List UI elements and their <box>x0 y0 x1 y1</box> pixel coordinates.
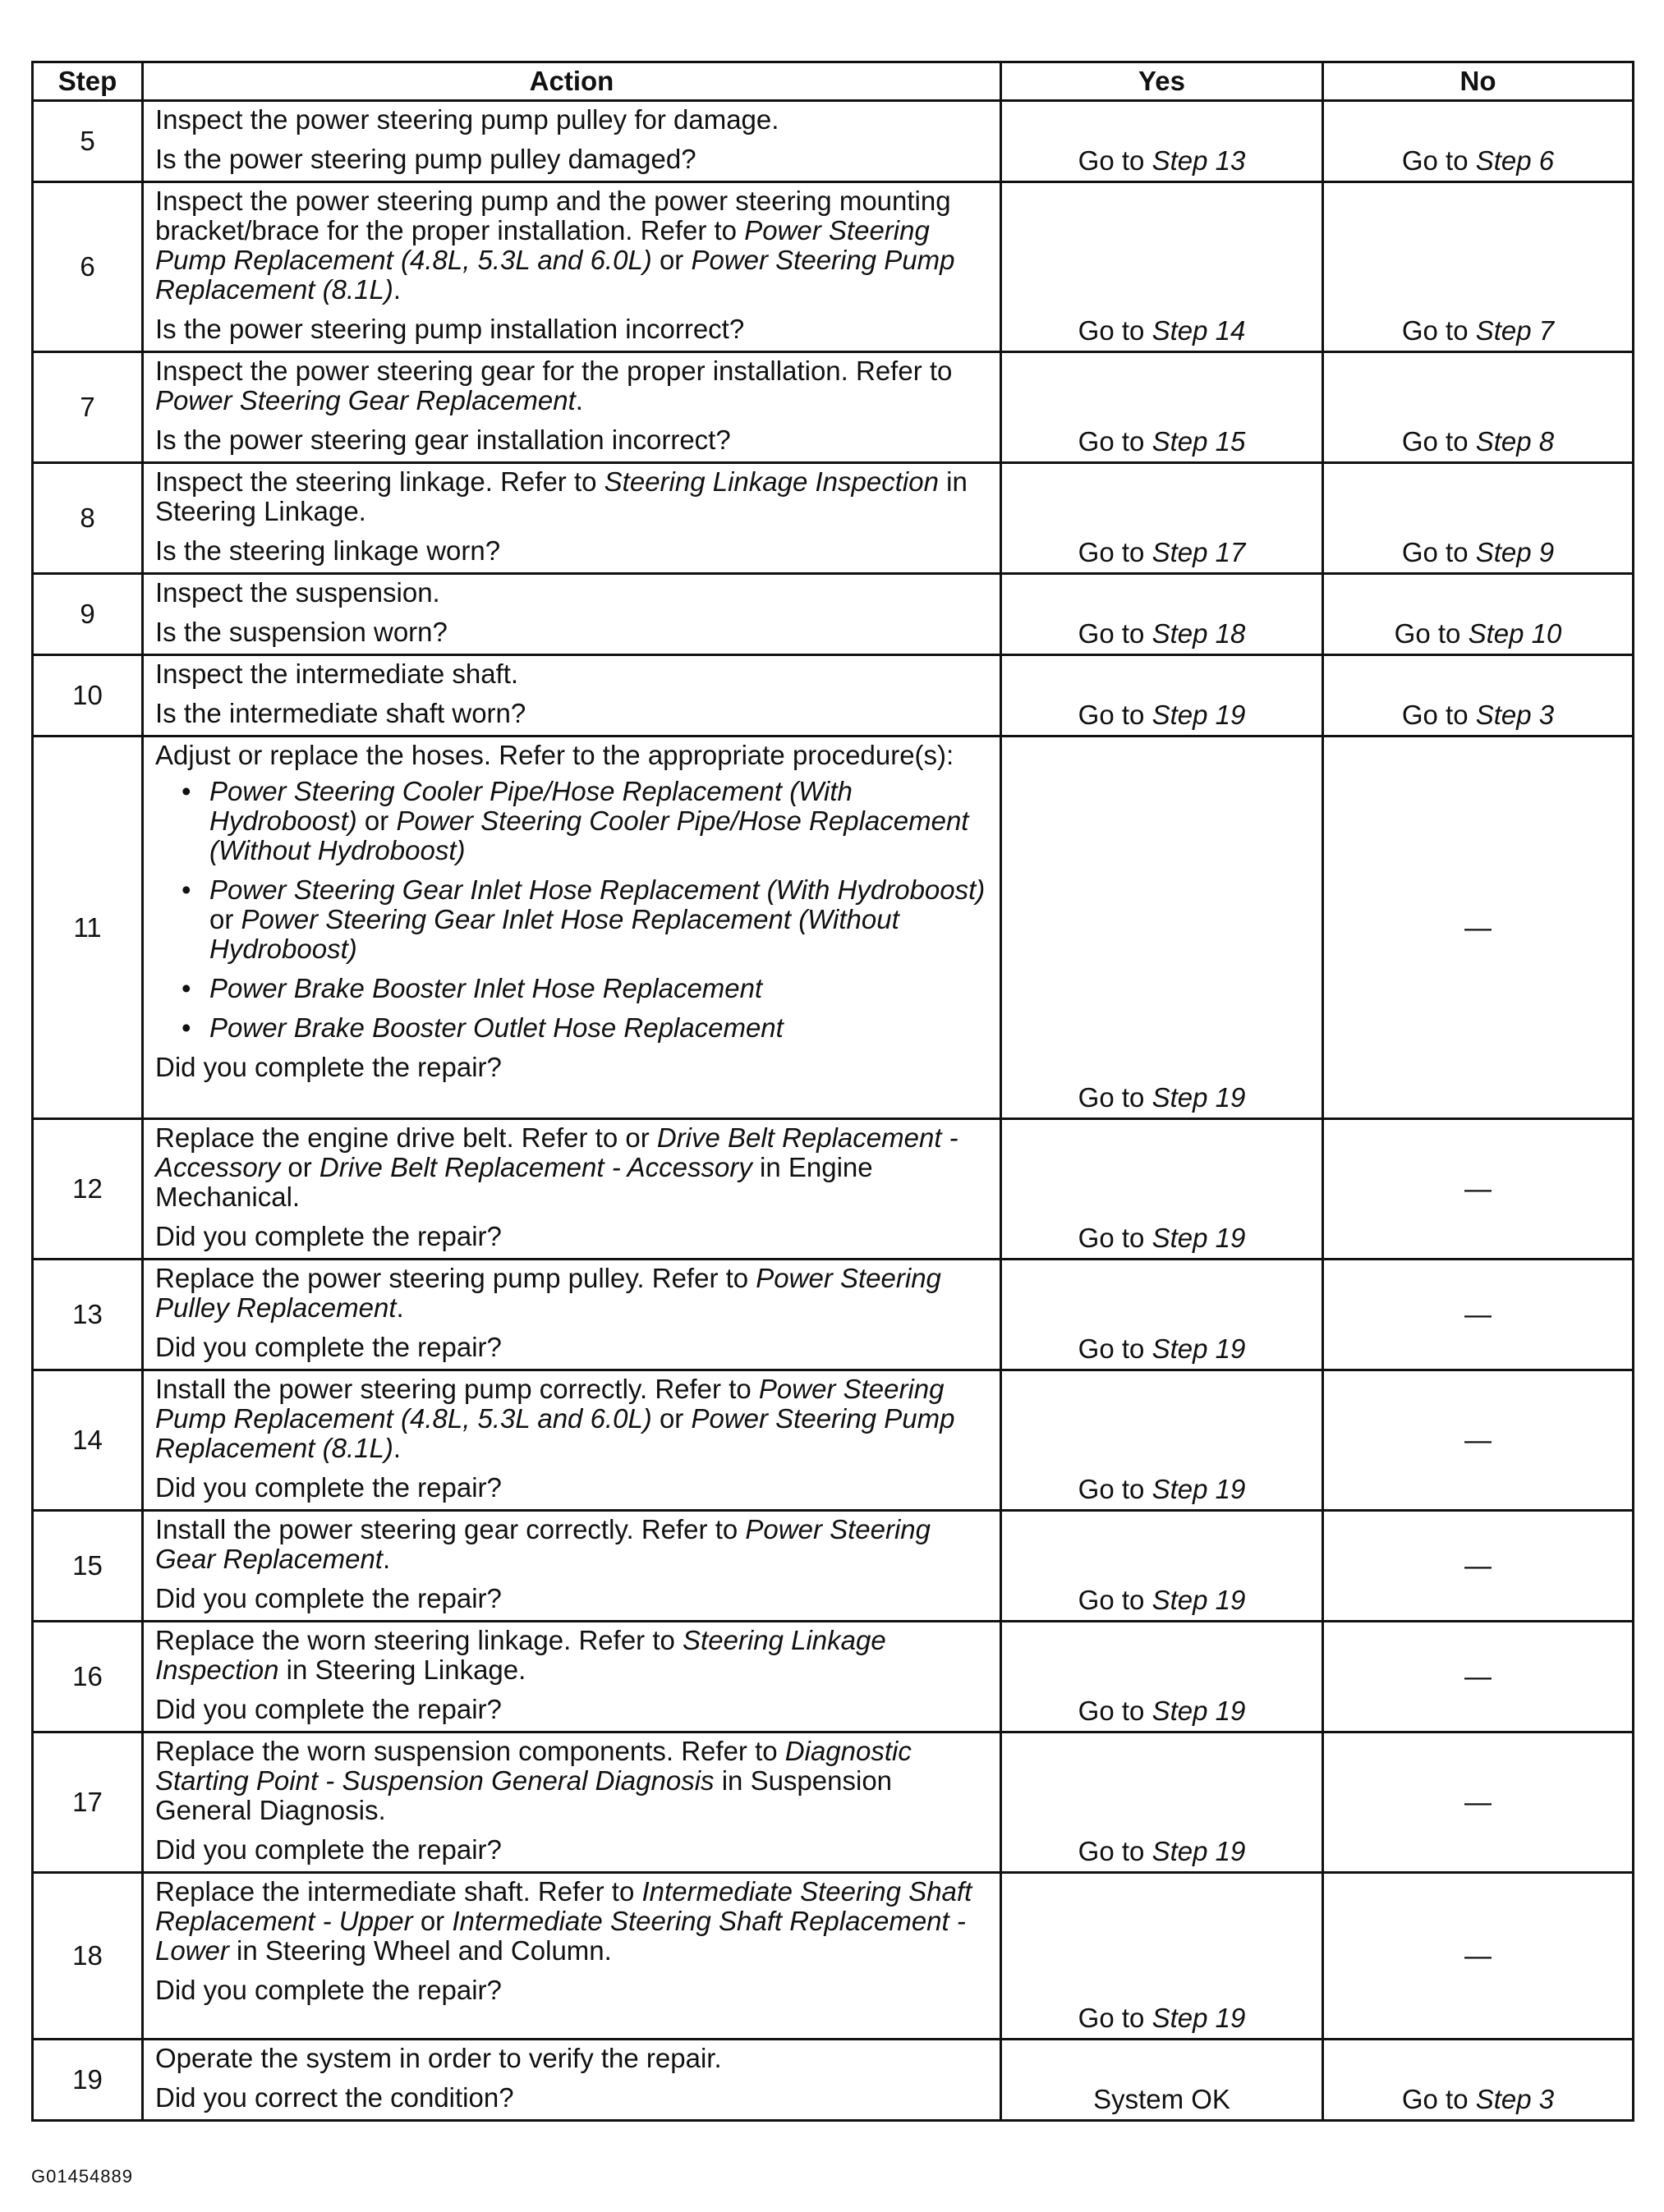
action-text: or <box>651 245 692 275</box>
action-cell <box>143 655 1001 737</box>
header-no: No <box>1323 62 1634 101</box>
goto-text: Go to <box>1401 426 1476 457</box>
table-row <box>33 1370 1634 1511</box>
table-row <box>33 1511 1634 1622</box>
action-text: Replace the intermediate shaft. Refer to <box>155 1876 642 1907</box>
table-row <box>33 1622 1634 1732</box>
list-item <box>177 875 991 964</box>
action-text: Adjust or replace the hoses. Refer to the appropriate procedure(s): <box>155 740 954 770</box>
action-question: Is the power steering pump installation incorrect? <box>155 314 745 344</box>
action-instruction <box>155 105 991 135</box>
action-text: . <box>382 1544 391 1574</box>
action-text: Install the power steering gear correctly. Refer to <box>155 1514 746 1544</box>
bullet-icon: • <box>182 1012 191 1043</box>
action-cell <box>143 1511 1001 1622</box>
goto-text: Go to <box>1078 2003 1152 2033</box>
not-applicable-dash: — <box>1464 1787 1492 1817</box>
action-text: Inspect the steering linkage. Refer to <box>155 466 604 497</box>
step-reference: Step 7 <box>1475 315 1555 346</box>
table-row <box>33 655 1634 737</box>
goto-text: Go to <box>1078 1223 1152 1253</box>
action-instruction <box>155 578 991 608</box>
procedure-reference: Power Steering Pump Replacement (4.8L, 5.3L and 6.0L) <box>155 1374 945 1434</box>
action-cell <box>143 463 1001 574</box>
procedure-reference: Diagnostic Starting Point - Suspension General Diagnosis <box>155 1736 912 1796</box>
no-result <box>1323 1260 1634 1370</box>
step-reference: Step 3 <box>1475 2084 1555 2114</box>
yes-result <box>1001 1260 1323 1370</box>
action-text: in Steering Wheel and Column. <box>228 1935 612 1966</box>
goto-text: Go to <box>1078 315 1152 346</box>
procedure-reference: Power Steering Gear Replacement <box>155 385 576 415</box>
not-applicable-dash: — <box>1464 1661 1492 1691</box>
goto-text: Go to <box>1401 537 1476 567</box>
step-reference: Step 19 <box>1151 1223 1246 1253</box>
action-instruction <box>155 1264 991 1323</box>
procedure-reference: Power Steering Cooler Pipe/Hose Replacement (With Hydroboost) <box>209 776 853 836</box>
no-result <box>1323 2040 1634 2121</box>
goto-text: Go to <box>1078 1474 1152 1504</box>
action-text: Inspect the intermediate shaft. <box>155 659 519 689</box>
yes-result <box>1001 1873 1323 2040</box>
action-cell <box>143 182 1001 352</box>
no-result <box>1323 737 1634 1119</box>
action-cell <box>143 737 1001 1119</box>
action-instruction <box>155 1626 991 1685</box>
step-number: 8 <box>33 463 143 574</box>
goto-text: Go to <box>1078 426 1152 457</box>
bullet-icon: • <box>182 776 191 806</box>
action-question: Is the intermediate shaft worn? <box>155 698 526 728</box>
step-reference: Step 19 <box>1151 700 1246 730</box>
not-applicable-dash: — <box>1464 1940 1492 1971</box>
goto-text: Go to <box>1078 1696 1152 1726</box>
action-text: . <box>575 385 583 415</box>
step-reference: Step 13 <box>1151 145 1246 176</box>
procedure-reference: Power Steering Pulley Replacement <box>155 1263 941 1323</box>
action-instruction <box>155 1877 991 1966</box>
action-question: Is the suspension worn? <box>155 617 448 647</box>
action-text: Replace the worn steering linkage. Refer to <box>155 1625 683 1655</box>
no-result <box>1323 101 1634 182</box>
yes-result <box>1001 1511 1323 1622</box>
list-item <box>177 777 991 865</box>
goto-text: Go to <box>1401 315 1476 346</box>
step-reference: Step 8 <box>1475 426 1555 457</box>
action-question: Did you correct the condition? <box>155 2082 514 2113</box>
bullet-icon: • <box>182 874 191 905</box>
table-row <box>33 1260 1634 1370</box>
step-reference: Step 14 <box>1151 315 1246 346</box>
action-text: Replace the power steering pump pulley. Refer to <box>155 1263 756 1293</box>
action-cell <box>143 1119 1001 1260</box>
goto-text: Go to <box>1078 1333 1152 1364</box>
action-text: or <box>209 904 241 934</box>
step-reference: Step 6 <box>1475 145 1555 176</box>
action-question: Did you complete the repair? <box>155 1332 502 1362</box>
yes-result <box>1001 1622 1323 1732</box>
goto-text: Go to <box>1078 1836 1152 1866</box>
procedure-reference: Power Steering Pump Replacement (4.8L, 5.3L and 6.0L) <box>155 215 930 275</box>
action-instruction <box>155 659 991 689</box>
goto-text: Go to <box>1078 537 1152 567</box>
action-text: or <box>280 1152 319 1182</box>
yes-result <box>1001 1119 1323 1260</box>
action-text: in Steering Linkage. <box>278 1654 526 1685</box>
not-applicable-dash: — <box>1464 1550 1492 1581</box>
action-instruction <box>155 356 991 415</box>
action-cell <box>143 574 1001 655</box>
step-reference: Step 9 <box>1475 537 1555 567</box>
action-cell <box>143 352 1001 463</box>
step-number: 14 <box>33 1370 143 1511</box>
table-row <box>33 737 1634 1119</box>
step-reference: Step 19 <box>1151 1474 1246 1504</box>
procedure-reference: Drive Belt Replacement - Accessory <box>155 1122 958 1182</box>
yes-result <box>1001 574 1323 655</box>
list-item <box>177 974 991 1003</box>
goto-text: Go to <box>1401 700 1476 730</box>
procedure-reference: Power Brake Booster Inlet Hose Replacement <box>209 973 763 1003</box>
action-question: Did you complete the repair? <box>155 1975 502 2005</box>
action-text: . <box>396 1292 404 1323</box>
table-row <box>33 182 1634 352</box>
action-question: Is the power steering gear installation incorrect? <box>155 425 731 455</box>
no-result <box>1323 574 1634 655</box>
action-cell <box>143 1260 1001 1370</box>
not-applicable-dash: — <box>1464 1299 1492 1329</box>
step-reference: Step 19 <box>1151 1333 1246 1364</box>
step-number: 16 <box>33 1622 143 1732</box>
action-text: or <box>651 1403 692 1434</box>
action-text: Replace the engine drive belt. Refer to or <box>155 1122 657 1153</box>
step-number: 13 <box>33 1260 143 1370</box>
action-question: Is the power steering pump pulley damaged? <box>155 144 696 174</box>
bullet-icon: • <box>182 973 191 1003</box>
action-text: Inspect the power steering pump and the power steering mounting bracket/brace for the proper installation. Refer to <box>155 186 951 246</box>
action-question: Did you complete the repair? <box>155 1472 502 1503</box>
action-question: Did you complete the repair? <box>155 1583 502 1613</box>
action-instruction <box>155 1737 991 1825</box>
step-reference: Step 3 <box>1475 700 1555 730</box>
step-reference: Step 19 <box>1151 1585 1246 1615</box>
procedure-reference: Intermediate Steering Shaft Replacement - Lower <box>155 1906 966 1966</box>
action-instruction <box>155 186 991 305</box>
goto-text: Go to <box>1401 145 1476 176</box>
action-text: Inspect the power steering pump pulley for damage. <box>155 104 779 135</box>
step-reference: Step 19 <box>1151 1082 1246 1113</box>
step-number: 5 <box>33 101 143 182</box>
procedure-reference: Power Steering Pump Replacement (8.1L) <box>155 1403 955 1463</box>
table-row <box>33 2040 1634 2121</box>
no-result <box>1323 1119 1634 1260</box>
action-text: Replace the worn suspension components. Refer to <box>155 1736 785 1766</box>
action-text: Inspect the suspension. <box>155 577 440 608</box>
step-number: 19 <box>33 2040 143 2121</box>
step-reference: Step 15 <box>1151 426 1246 457</box>
action-cell <box>143 1622 1001 1732</box>
action-text: . <box>393 1433 401 1463</box>
action-text: Operate the system in order to verify the repair. <box>155 2043 722 2073</box>
yes-result <box>1001 463 1323 574</box>
procedure-reference: Power Steering Pump Replacement (8.1L) <box>155 245 955 305</box>
diagnostic-table <box>31 61 1634 2122</box>
action-text: in Steering Linkage. <box>155 466 968 526</box>
action-cell <box>143 1873 1001 2040</box>
not-applicable-dash: — <box>1464 911 1492 943</box>
yes-result <box>1001 1370 1323 1511</box>
step-number: 7 <box>33 352 143 463</box>
step-reference: Step 19 <box>1151 1696 1246 1726</box>
yes-result <box>1001 182 1323 352</box>
step-number: 17 <box>33 1732 143 1873</box>
header-action: Action <box>143 62 1001 101</box>
action-cell <box>143 1732 1001 1873</box>
action-cell <box>143 101 1001 182</box>
action-instruction <box>155 2044 991 2073</box>
procedure-reference: Power Brake Booster Outlet Hose Replacement <box>209 1012 784 1043</box>
step-number: 15 <box>33 1511 143 1622</box>
goto-text: Go to <box>1078 1585 1152 1615</box>
yes-result <box>1001 1732 1323 1873</box>
step-reference: Step 18 <box>1151 618 1246 649</box>
no-result <box>1323 655 1634 737</box>
list-item <box>177 1013 991 1043</box>
action-text: in Engine Mechanical. <box>155 1152 873 1212</box>
header-row <box>33 62 1634 101</box>
action-question: Did you complete the repair? <box>155 1694 502 1724</box>
figure-code: G01454889 <box>31 2166 133 2187</box>
header-step: Step <box>33 62 143 101</box>
goto-text: Go to <box>1078 1082 1152 1113</box>
table-row <box>33 1873 1634 2040</box>
yes-result <box>1001 737 1323 1119</box>
procedure-reference: Steering Linkage Inspection <box>155 1625 886 1685</box>
table-row <box>33 101 1634 182</box>
table-row <box>33 463 1634 574</box>
action-text: or <box>356 805 397 836</box>
action-text: Install the power steering pump correctly. Refer to <box>155 1374 759 1404</box>
action-instruction <box>155 1123 991 1212</box>
procedure-list <box>155 777 991 1043</box>
no-result <box>1323 1732 1634 1873</box>
goto-text: Go to <box>1078 618 1152 649</box>
goto-text: Go to <box>1078 145 1152 176</box>
procedure-reference: Power Steering Gear Replacement <box>155 1514 931 1574</box>
goto-text: Go to <box>1078 700 1152 730</box>
action-question: Did you complete the repair? <box>155 1052 502 1082</box>
not-applicable-dash: — <box>1464 1425 1492 1455</box>
action-instruction <box>155 741 991 770</box>
procedure-reference: Power Steering Gear Inlet Hose Replacement (Without Hydroboost) <box>209 904 899 964</box>
table-row <box>33 352 1634 463</box>
table-row <box>33 1732 1634 1873</box>
procedure-reference: Intermediate Steering Shaft Replacement - Upper <box>155 1876 972 1936</box>
step-reference: Step 19 <box>1151 1836 1246 1866</box>
action-text: . <box>393 274 401 305</box>
yes-result <box>1001 101 1323 182</box>
action-text: Inspect the power steering gear for the proper installation. Refer to <box>155 356 953 386</box>
step-number: 12 <box>33 1119 143 1260</box>
yes-result <box>1001 2040 1323 2121</box>
no-result <box>1323 463 1634 574</box>
action-cell <box>143 2040 1001 2121</box>
yes-result <box>1001 655 1323 737</box>
action-instruction <box>155 1515 991 1574</box>
step-number: 6 <box>33 182 143 352</box>
action-question: Is the steering linkage worn? <box>155 535 501 566</box>
no-result <box>1323 1873 1634 2040</box>
header-yes: Yes <box>1001 62 1323 101</box>
action-question: Did you complete the repair? <box>155 1834 502 1865</box>
step-number: 10 <box>33 655 143 737</box>
step-number: 9 <box>33 574 143 655</box>
action-instruction <box>155 467 991 526</box>
not-applicable-dash: — <box>1464 1173 1492 1204</box>
no-result <box>1323 352 1634 463</box>
step-number: 11 <box>33 737 143 1119</box>
step-number: 18 <box>33 1873 143 2040</box>
action-question: Did you complete the repair? <box>155 1221 502 1251</box>
step-reference: Step 17 <box>1151 537 1246 567</box>
action-text: or <box>412 1906 453 1936</box>
table-row <box>33 1119 1634 1260</box>
action-instruction <box>155 1374 991 1463</box>
action-cell <box>143 1370 1001 1511</box>
goto-text: Go to <box>1401 2084 1476 2114</box>
procedure-reference: Power Steering Gear Inlet Hose Replacement (With Hydroboost) <box>209 874 986 905</box>
procedure-reference: Drive Belt Replacement - Accessory <box>319 1152 752 1182</box>
no-result <box>1323 1622 1634 1732</box>
procedure-reference: Steering Linkage Inspection <box>604 466 939 497</box>
action-text: in Suspension General Diagnosis. <box>155 1765 893 1825</box>
no-result <box>1323 1511 1634 1622</box>
table-row <box>33 574 1634 655</box>
step-reference: Step 10 <box>1468 618 1562 649</box>
no-result <box>1323 1370 1634 1511</box>
result-text: System OK <box>1093 2084 1230 2114</box>
procedure-reference: Power Steering Cooler Pipe/Hose Replacement (Without Hydroboost) <box>209 805 969 865</box>
goto-text: Go to <box>1394 618 1469 649</box>
yes-result <box>1001 352 1323 463</box>
no-result <box>1323 182 1634 352</box>
step-reference: Step 19 <box>1151 2003 1246 2033</box>
